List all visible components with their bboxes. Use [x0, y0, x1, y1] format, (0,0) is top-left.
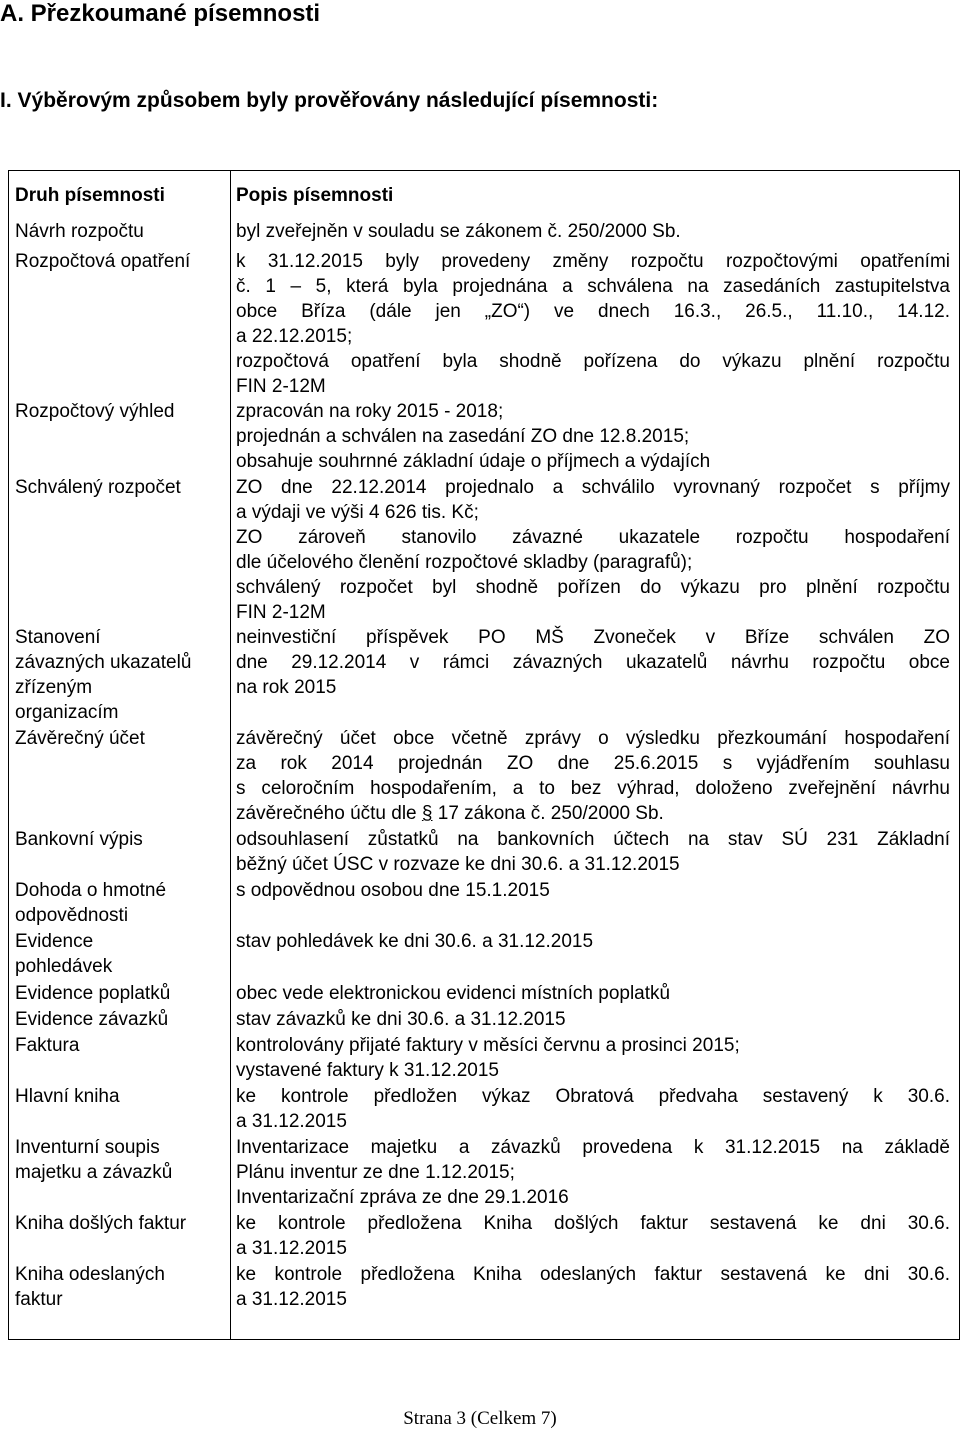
document-type-text: Schválený rozpočet — [15, 477, 181, 498]
document-type-text: Závěrečný účet — [15, 728, 145, 749]
document-description-text: ZO dne 22.12.2014 projednalo a schválilo vyrovnaný rozpočet s příjmy — [236, 477, 950, 498]
document-description-cell — [236, 249, 950, 399]
description-fragment: 17 zákona č. 250/2000 Sb. — [432, 803, 664, 824]
document-type-cell — [15, 929, 225, 979]
document-description-text: s odpovědnou osobou dne 15.1.2015 — [236, 880, 550, 901]
document-type-text: Evidence závazků — [15, 1009, 169, 1030]
document-description-text: zpracován na roky 2015 - 2018; — [236, 401, 504, 422]
page-footer: Strana 3 (Celkem 7) — [403, 1408, 557, 1429]
description-fragment: závěrečného účtu dle — [236, 803, 422, 824]
document-type-cell — [15, 625, 225, 725]
document-type-cell — [15, 981, 225, 1006]
document-description-text: Plánu inventur ze dne 1.12.2015; — [236, 1162, 515, 1183]
document-description-cell — [236, 1033, 950, 1083]
document-type-text: Bankovní výpis — [15, 829, 143, 850]
column-divider — [230, 171, 231, 1339]
document-type-cell — [15, 1007, 225, 1032]
documents-table — [8, 170, 960, 1340]
document-type-text: Hlavní kniha — [15, 1086, 120, 1107]
document-type-text: Inventurní soupis — [15, 1137, 160, 1158]
document-description-text: a 22.12.2015; — [236, 326, 353, 347]
document-description-text: ke kontrole předložena Kniha došlých faktur sestavená ke dni 30.6. — [236, 1213, 950, 1234]
document-description-cell — [236, 929, 950, 954]
document-description-cell — [236, 726, 950, 826]
document-type-text: organizacím — [15, 702, 119, 723]
document-type-cell — [15, 1084, 225, 1109]
document-description-cell — [236, 1084, 950, 1134]
section-title: A. Přezkoumané písemnosti — [0, 0, 321, 27]
document-description-text: FIN 2-12M — [236, 376, 326, 397]
document-description-text: dle účelového členění rozpočtové skladby (paragrafů); — [236, 552, 693, 573]
document-description-text: rozpočtová opatření byla shodně pořízena do výkazu plnění rozpočtu — [236, 351, 950, 372]
document-type-text: odpovědnosti — [15, 905, 129, 926]
document-description-text: obce Bříza (dále jen „ZO“) ve dnech 16.3., 26.5., 11.10., 14.12. — [236, 301, 950, 322]
document-description-text: Inventarizační zpráva ze dne 29.1.2016 — [236, 1187, 569, 1208]
document-type-text: Rozpočtový výhled — [15, 401, 175, 422]
document-type-cell — [15, 249, 225, 274]
document-type-text: majetku a závazků — [15, 1162, 173, 1183]
document-description-text: k 31.12.2015 byly provedeny změny rozpočtu rozpočtovými opatřeními — [236, 251, 950, 272]
document-description-text: závěrečný účet obce včetně zprávy o výsledku přezkoumání hospodaření — [236, 728, 950, 749]
document-description-cell — [236, 1262, 950, 1312]
document-type-cell — [15, 1033, 225, 1058]
document-type-text: Kniha došlých faktur — [15, 1213, 187, 1234]
document-description-cell — [236, 827, 950, 877]
document-description-text: ke kontrole předložen výkaz Obratová předvaha sestavený k 30.6. — [236, 1086, 950, 1107]
document-description-cell — [236, 399, 950, 474]
document-type-text: Evidence — [15, 931, 94, 952]
document-description-text: kontrolovány přijaté faktury v měsíci červnu a prosinci 2015; — [236, 1035, 740, 1056]
document-description-text: neinvestiční příspěvek PO MŠ Zvoneček v Bříze schválen ZO — [236, 627, 950, 648]
document-type-cell — [15, 1211, 225, 1236]
document-description-text: schválený rozpočet byl shodně pořízen do výkazu pro plnění rozpočtu — [236, 577, 950, 598]
document-description-text: obec vede elektronickou evidenci místních poplatků — [236, 983, 671, 1004]
document-type-text: Dohoda o hmotné — [15, 880, 167, 901]
document-type-cell — [15, 827, 225, 852]
document-description-text: Inventarizace majetku a závazků provedena k 31.12.2015 na základě — [236, 1137, 950, 1158]
document-description-text: stav závazků ke dni 30.6. a 31.12.2015 — [236, 1009, 566, 1030]
header-document-description: Popis písemnosti — [236, 185, 394, 206]
document-description-text: odsouhlasení zůstatků na bankovních účtech na stav SÚ 231 Základní — [236, 829, 950, 850]
document-description-text: za rok 2014 projednán ZO dne 25.6.2015 s vyjádřením souhlasu — [236, 753, 950, 774]
document-type-cell — [15, 878, 225, 928]
document-description-cell — [236, 1211, 950, 1261]
document-description-text: a 31.12.2015 — [236, 1111, 347, 1132]
document-type-cell — [15, 219, 225, 244]
document-type-text: Rozpočtová opatření — [15, 251, 191, 272]
document-type-text: Faktura — [15, 1035, 80, 1056]
document-type-cell — [15, 475, 225, 500]
document-description-cell — [236, 475, 950, 625]
document-type-text: Evidence poplatků — [15, 983, 171, 1004]
section-symbol: § — [421, 803, 433, 824]
document-type-text: Kniha odeslaných — [15, 1264, 165, 1285]
document-description-text: ZO zároveň stanovilo závazné ukazatele rozpočtu hospodaření — [236, 527, 950, 548]
document-description-text: s celoročním hospodařením, a to bez výhrad, doloženo zveřejnění návrhu — [236, 778, 950, 799]
document-description-text: byl zveřejněn v souladu se zákonem č. 250/2000 Sb. — [236, 221, 681, 242]
document-type-text: Návrh rozpočtu — [15, 221, 144, 242]
document-description-cell — [236, 878, 950, 903]
document-description-cell — [236, 219, 950, 244]
document-type-text: Stanovení — [15, 627, 101, 648]
document-description-cell — [236, 625, 950, 700]
document-description-cell — [236, 1135, 950, 1210]
document-description-text: ke kontrole předložena Kniha odeslaných faktur sestavená ke dni 30.6. — [236, 1264, 950, 1285]
document-type-cell — [15, 726, 225, 751]
document-type-text: závazných ukazatelů — [15, 652, 192, 673]
document-description-text: a výdaji ve výši 4 626 tis. Kč; — [236, 502, 479, 523]
document-description-text: obsahuje souhrnné základní údaje o příjmech a výdajích — [236, 451, 711, 472]
document-description-text: projednán a schválen na zasedání ZO dne 12.8.2015; — [236, 426, 690, 447]
section-subtitle: I. Výběrovým způsobem byly prověřovány následující písemnosti: — [0, 89, 659, 112]
document-type-cell — [15, 1135, 225, 1185]
document-description-cell — [236, 981, 950, 1006]
document-description-text: běžný účet ÚSC v rozvaze ke dni 30.6. a 31.12.2015 — [236, 854, 680, 875]
document-description-text: vystavené faktury k 31.12.2015 — [236, 1060, 499, 1081]
document-description-text: stav pohledávek ke dni 30.6. a 31.12.2015 — [236, 931, 594, 952]
document-description-text: FIN 2-12M — [236, 602, 326, 623]
document-description-text — [236, 801, 950, 826]
document-description-text: a 31.12.2015 — [236, 1289, 347, 1310]
document-description-text: a 31.12.2015 — [236, 1238, 347, 1259]
document-type-text: faktur — [15, 1289, 63, 1310]
document-type-text: pohledávek — [15, 956, 113, 977]
document-type-cell — [15, 399, 225, 424]
document-description-text: č. 1 – 5, která byla projednána a schválena na zasedáních zastupitelstva — [236, 276, 950, 297]
header-document-type: Druh písemnosti — [15, 185, 165, 206]
document-description-text: na rok 2015 — [236, 677, 337, 698]
document-type-cell — [15, 1262, 225, 1312]
document-type-text: zřízeným — [15, 677, 93, 698]
document-description-text: dne 29.12.2014 v rámci závazných ukazatelů návrhu rozpočtu obce — [236, 652, 950, 673]
document-description-cell — [236, 1007, 950, 1032]
